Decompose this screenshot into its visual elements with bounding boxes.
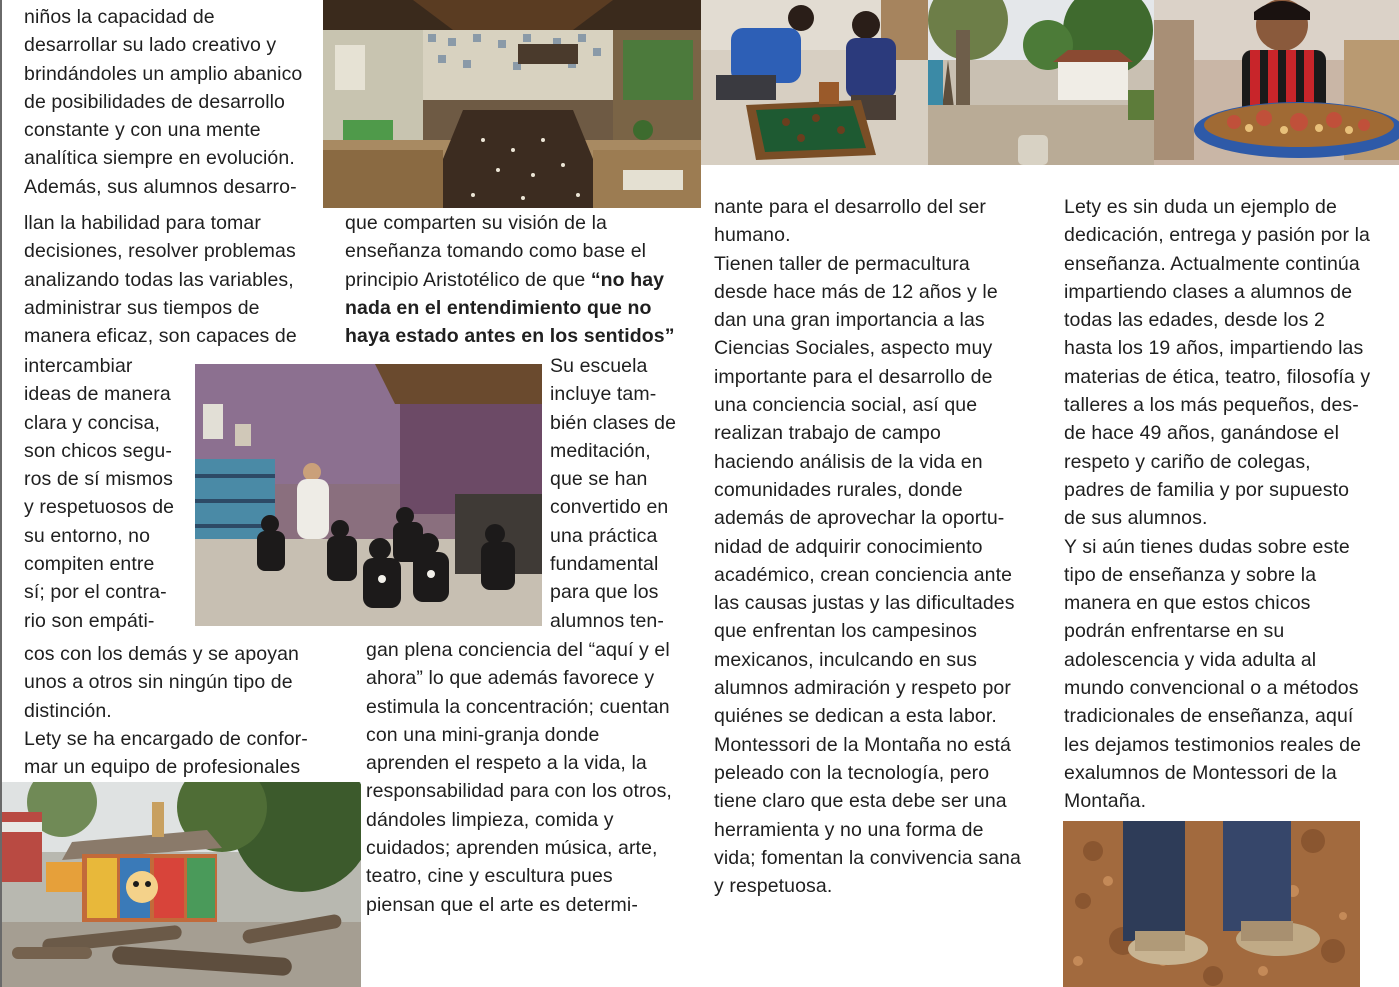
col2-text-bottom: gan plena conciencia del “aquí y el ahora” lo que además favorece y estimula la concentración; cuentan con una mini-granja donde aprenden el respeto a la vida, la responsabilidad para con los otros, dándoles limpieza, comida y cuidados; aprenden música, arte, teatro, cine y escultura pues piensan que el arte es determi-	[366, 639, 672, 916]
col2-text-top	[345, 209, 675, 350]
mural-house-photo	[2, 782, 361, 987]
meditation-circle-photo	[195, 364, 542, 626]
col1-text-mid: llan la habilidad para tomar decisiones, resolver problemas analizando todas las variables, administrar sus tiempos de manera eficaz, son capaces de	[24, 212, 297, 348]
col4-text: Lety es sin duda un ejemplo de dedicación, entrega y pasión por la enseñanza. Actualmente continúa impartiendo clases a alumnos de todas las edades, desde los 2 hasta los 19 años, impartiendo las materias de ética, teatro, filosofía y talleres a los más pequeños, des- de hace 49 años, ganándose el respeto y cariño de colegas, padres de familia y por supuesto de sus alumnos. Y si aún tienes dudas sobre este tipo de enseñanza y sobre la manera en que estos chicos podrán enfrentarse en su adolescencia y vida adulta al mundo convencional o a métodos tradicionales de enseñanza, aquí les dejamos testimonios reales de exalumnos de Montessori de la Montaña.	[1064, 196, 1371, 813]
children-board-game-photo	[701, 0, 928, 165]
col1-text-top: niños la capacidad de desarrollar su lado creativo y brindándoles un amplio abanico de posibilidades de desarrollo constante y con una mente analítica siempre en evolución. Además, sus alumnos desarro-	[24, 6, 303, 198]
aristotle-quote: “no hay nada en el entendimiento que no haya estado antes en los sentidos”	[345, 268, 675, 348]
classroom-photo	[323, 0, 701, 208]
col3-text: nante para el desarrollo del ser humano. Tienen taller de permacultura desde hace más de 12 años y le dan una gran importancia a las Ciencias Sociales, aspecto muy importante para el desarrollo de una conciencia social, así que realizan trabajo de campo haciendo análisis de la vida en comunidades rurales, donde además de aprovechar la oportu- nidad de adquirir conocimiento académico, crean conciencia ante las causas justas y las dificultades que enfrentan los campesinos mexicanos, inculcando en sus alumnos admiración y respeto por quiénes se dedican a esta labor. Montessori de la Montaña no está peleado con la tecnología, pero tiene claro que esta debe ser una herramienta y no una forma de vida; fomentan la convivencia sana y respetuosa.	[714, 196, 1021, 898]
col1-text-narrow: intercambiar ideas de manera clara y concisa, son chicos segu- ros de sí mismos y respetuosos de su entorno, no compiten entre sí; por el contra- rio son empáti-	[24, 355, 175, 632]
boy-with-food-photo	[1154, 0, 1399, 165]
courtyard-photo	[928, 0, 1154, 165]
col2-text-narrow: Su escuela incluye tam- bién clases de meditación, que se han convertido en una práctica fundamental para que los alumnos ten-	[550, 355, 677, 632]
boots-in-soil-photo	[1063, 821, 1360, 987]
col2-intro: que comparten su visión de la enseñanza tomando como base el principio Aristotélico de que	[345, 212, 647, 291]
col1-text-bottom: cos con los demás y se apoyan unos a otros sin ningún tipo de distinción. Lety se ha encargado de confor- mar un equipo de profesionales	[24, 643, 308, 779]
